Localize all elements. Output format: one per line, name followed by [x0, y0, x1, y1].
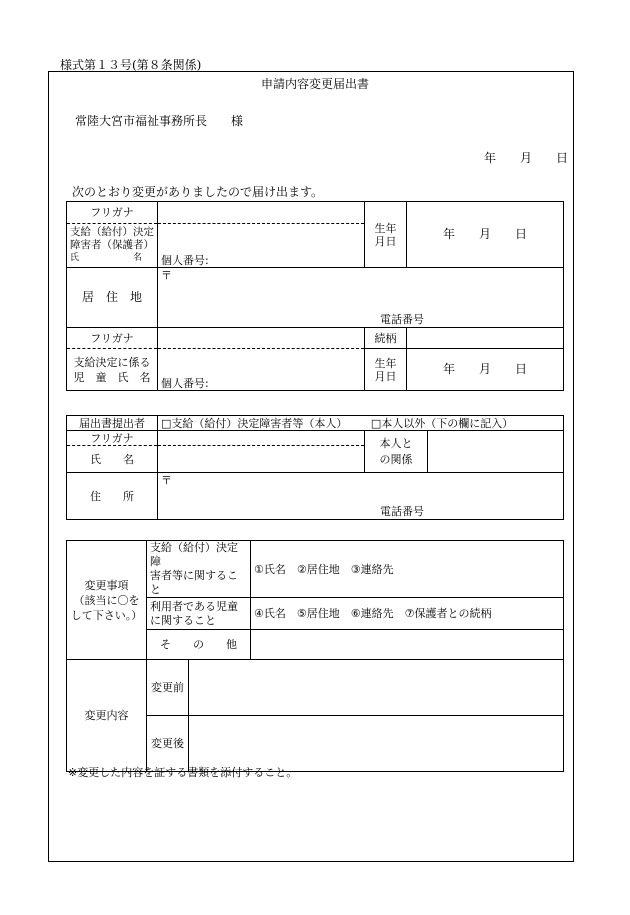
change-row1-label: 支給（給付）決定障 害者等に関するこ と — [147, 541, 251, 598]
submission-date: 年 月 日 — [484, 151, 569, 165]
change-row1-options[interactable]: ①氏名 ②居住地 ③連絡先 — [251, 541, 564, 598]
submitter-furigana-input[interactable] — [158, 431, 365, 446]
child-name-input[interactable] — [158, 349, 365, 391]
submitter-relation-label: 本人と の関係 — [365, 431, 428, 473]
applicant-table — [66, 201, 564, 391]
postal-mark: 〒 — [161, 269, 172, 282]
submitter-table — [66, 415, 564, 520]
relation-input[interactable] — [407, 328, 564, 349]
birth-date-field[interactable]: 年 月 日 — [407, 202, 564, 268]
change-table — [66, 540, 564, 772]
child-individual-number-label: 個人番号: — [161, 377, 209, 390]
change-content-label: 変更内容 — [67, 660, 147, 772]
individual-number-label: 個人番号: — [161, 254, 209, 267]
attachment-note: ※変更した内容を証する書類を添付すること。 — [68, 766, 298, 779]
phone-label: 電話番号 — [380, 313, 424, 326]
form-reference: 様式第１３号(第８条関係) — [60, 58, 202, 72]
change-row2-label: 利用者である児童 に関すること — [147, 598, 251, 630]
change-items-label: 変更事項 （該当に〇を して下さい。） — [67, 541, 147, 660]
submitter-relation-input[interactable] — [428, 431, 564, 473]
after-label: 変更後 — [147, 716, 189, 772]
change-other-input[interactable] — [251, 630, 564, 660]
submitter-self-checkbox[interactable]: □支給（給付）決定障害者等（本人） — [161, 416, 348, 430]
submitter-options — [158, 416, 564, 431]
furigana-input[interactable] — [158, 202, 365, 224]
child-name-label: 支給決定に係る 児 童 氏 名 — [67, 349, 158, 391]
child-birth-date-field[interactable]: 年 月 日 — [407, 349, 564, 391]
submitter-other-checkbox[interactable]: □本人以外（下の欄に記入） — [370, 416, 514, 430]
submitter-postal-mark: 〒 — [161, 474, 172, 487]
before-label: 変更前 — [147, 660, 189, 716]
residence-input[interactable] — [158, 268, 564, 328]
submitter-furigana-label: フリガナ — [67, 431, 158, 446]
submitter-label: 届出書提出者 — [67, 416, 158, 431]
submitter-address-label: 住 所 — [67, 473, 158, 520]
form-title: 申請内容変更届出書 — [260, 77, 369, 91]
submitter-phone-label: 電話番号 — [380, 505, 424, 518]
intro-text: 次のとおり変更がありましたので届け出ます。 — [72, 185, 324, 199]
residence-label: 居 住 地 — [67, 268, 158, 328]
submitter-name-label: 氏 名 — [67, 446, 158, 473]
child-furigana-input[interactable] — [158, 328, 365, 349]
submitter-address-input[interactable] — [158, 473, 564, 520]
before-input[interactable] — [189, 660, 564, 716]
submitter-name-input[interactable] — [158, 446, 365, 473]
applicant-name-label: 支給（給付）決定 障害者（保護者） 氏 名 — [67, 224, 158, 268]
addressee: 常陸大宮市福祉事務所長 様 — [75, 114, 244, 128]
applicant-name-input[interactable] — [158, 224, 365, 268]
furigana-label: フリガナ — [67, 202, 158, 224]
child-birth-label: 生年 月日 — [365, 349, 407, 391]
child-furigana-label: フリガナ — [67, 328, 158, 349]
change-row2-options[interactable]: ④氏名 ⑤居住地 ⑥連絡先 ⑦保護者との続柄 — [251, 598, 564, 630]
change-other-label: そ の 他 — [147, 630, 251, 660]
relation-label: 続柄 — [365, 328, 407, 349]
birth-label: 生年 月日 — [365, 202, 407, 268]
